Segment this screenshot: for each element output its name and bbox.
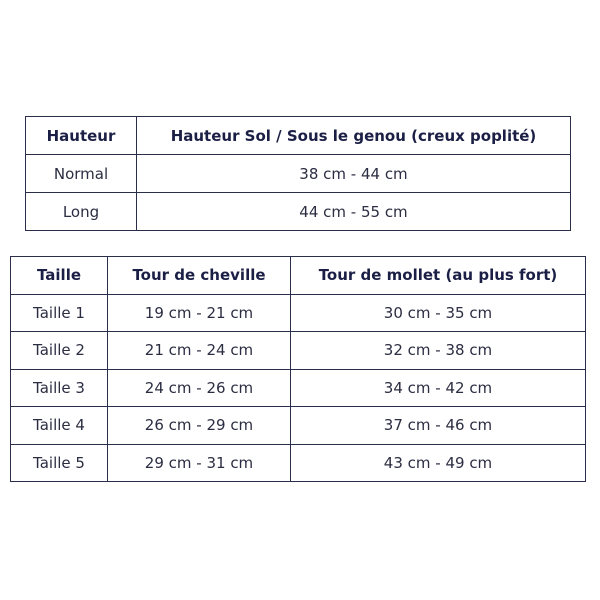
- calf-value: 30 cm - 35 cm: [291, 294, 586, 332]
- size-label: Taille 5: [11, 444, 108, 482]
- size-table: [10, 256, 586, 482]
- table-row: [11, 294, 586, 332]
- table-row: [26, 193, 571, 231]
- ankle-value: 26 cm - 29 cm: [108, 407, 291, 445]
- ankle-value: 19 cm - 21 cm: [108, 294, 291, 332]
- size-label: Taille 4: [11, 407, 108, 445]
- table-row: [11, 332, 586, 370]
- size-label: Taille 1: [11, 294, 108, 332]
- calf-value: 37 cm - 46 cm: [291, 407, 586, 445]
- table-header-row: [11, 257, 586, 295]
- table-header-row: [26, 117, 571, 155]
- ankle-value: 21 cm - 24 cm: [108, 332, 291, 370]
- table-row: [26, 155, 571, 193]
- row-label: Long: [26, 193, 137, 231]
- size-label: Taille 3: [11, 369, 108, 407]
- table-row: [11, 444, 586, 482]
- ankle-value: 29 cm - 31 cm: [108, 444, 291, 482]
- calf-value: 34 cm - 42 cm: [291, 369, 586, 407]
- header-tour-mollet: Tour de mollet (au plus fort): [291, 257, 586, 295]
- height-table: [25, 116, 571, 231]
- row-value: 38 cm - 44 cm: [137, 155, 571, 193]
- calf-value: 43 cm - 49 cm: [291, 444, 586, 482]
- header-taille: Taille: [11, 257, 108, 295]
- calf-value: 32 cm - 38 cm: [291, 332, 586, 370]
- row-label: Normal: [26, 155, 137, 193]
- size-label: Taille 2: [11, 332, 108, 370]
- header-tour-cheville: Tour de cheville: [108, 257, 291, 295]
- header-hauteur: Hauteur: [26, 117, 137, 155]
- header-hauteur-sol: Hauteur Sol / Sous le genou (creux poplité): [137, 117, 571, 155]
- table-row: [11, 369, 586, 407]
- row-value: 44 cm - 55 cm: [137, 193, 571, 231]
- table-row: [11, 407, 586, 445]
- ankle-value: 24 cm - 26 cm: [108, 369, 291, 407]
